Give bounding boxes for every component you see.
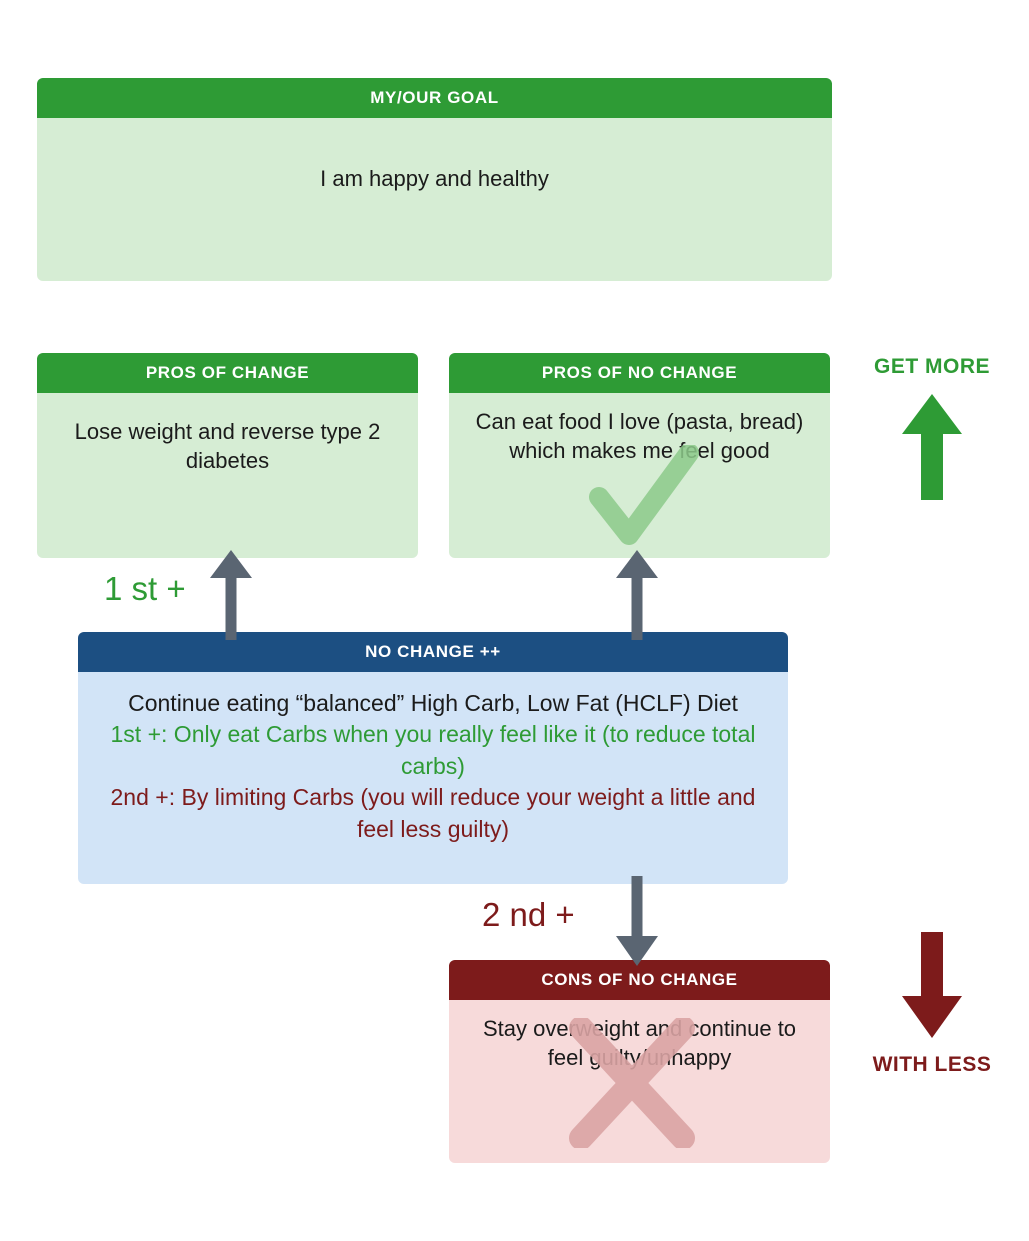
get-more-label: GET MORE [873,355,990,378]
arrow-up-get-more [896,392,968,502]
step-1-label: 1 st + [104,570,186,607]
cons-of-no-change-header: CONS OF NO CHANGE [449,960,830,1000]
arrow-down-with-less [896,930,968,1040]
pros-of-change-card [37,353,418,558]
pros-of-no-change-header: PROS OF NO CHANGE [449,353,830,393]
goal-card [37,78,832,281]
goal-card-body [37,118,832,281]
pros-of-change-text: Lose weight and reverse type 2 diabetes [74,418,381,474]
no-change-line-1: Continue eating “balanced” High Carb, Low Fat (HCLF) Diet [128,689,738,716]
pros-of-change-header: PROS OF CHANGE [37,353,418,393]
step-2-label: 2 nd + [482,896,575,933]
no-change-body [78,672,788,884]
no-change-card [78,632,788,884]
no-change-line-3: 2nd +: By limiting Carbs (you will reduce your weight a little and feel less guilty) [110,784,756,842]
arrow-down-to-cons-of-no-change [610,876,664,968]
goal-card-header: MY/OUR GOAL [37,78,832,118]
pros-of-no-change-card [449,353,830,558]
goal-card-text: I am happy and healthy [320,165,549,191]
cons-of-no-change-text: Stay overweight and continue to feel guilty/unhappy [482,1015,797,1071]
cons-of-no-change-card [449,960,830,1163]
with-less-label: WITH LESS [872,1053,992,1076]
no-change-header: NO CHANGE ++ [78,632,788,672]
arrow-up-to-pros-of-no-change [610,548,664,640]
cons-of-no-change-body [449,1000,830,1163]
pros-of-change-body [37,393,418,558]
arrow-up-to-pros-of-change [204,548,258,640]
pros-of-no-change-body [449,393,830,558]
pros-of-no-change-text: Can eat food I love (pasta, bread) which makes me feel good [475,408,804,464]
no-change-line-2: 1st +: Only eat Carbs when you really feel like it (to reduce total carbs) [110,721,756,779]
